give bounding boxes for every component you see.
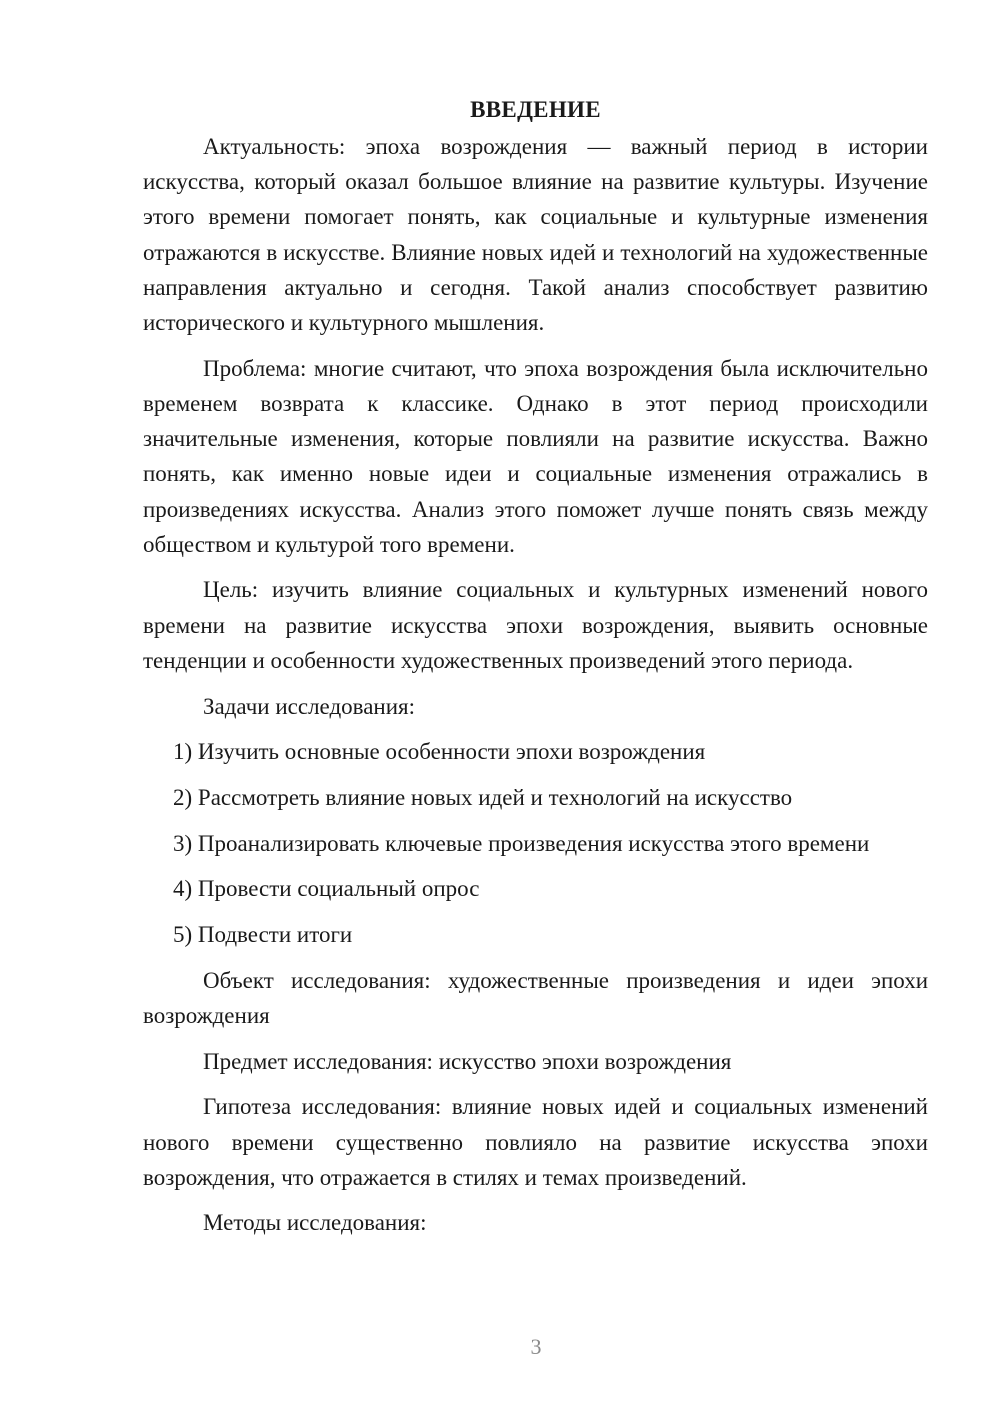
problem-paragraph: Проблема: многие считают, что эпоха возрождения была исключительно временем возврата к классике. Однако в этот период происходили значительные изменения, которые повлияли на развитие искусства. Важно понять, как именно новые идеи и социальные изменения отражались в произведениях искусства. Анализ этого поможет лучше понять связь между обществом и культурой того времени. xyxy=(143,355,928,557)
page-number: 3 xyxy=(530,1334,542,1359)
tasks-heading: Задачи исследования: xyxy=(203,693,416,719)
hypothesis-paragraph: Гипотеза исследования: влияние новых идей и социальных изменений нового времени существенно повлияло на развитие искусства эпохи возрождения, что отражается в стилях и темах произведений. xyxy=(143,1094,928,1190)
page-title: ВВЕДЕНИЕ xyxy=(470,97,601,122)
task-item-5: 5) Подвести итоги xyxy=(173,922,353,948)
task-item-1: 1) Изучить основные особенности эпохи возрождения xyxy=(173,739,706,765)
task-item-2: 2) Рассмотреть влияние новых идей и технологий на искусство xyxy=(173,784,793,810)
relevance-paragraph: Актуальность: эпоха возрождения — важный период в истории искусства, который оказал большое влияние на развитие культуры. Изучение этого времени помогает понять, как социальные и культурные изменения отражаются в искусстве. Влияние новых идей и технологий на художественные направления актуально и сегодня. Такой анализ способствует развитию исторического и культурного мышления. xyxy=(143,134,928,336)
object-paragraph: Объект исследования: художественные произведения и идеи эпохи возрождения xyxy=(143,967,928,1028)
subject-paragraph: Предмет исследования: искусство эпохи возрождения xyxy=(203,1048,732,1074)
goal-paragraph: Цель: изучить влияние социальных и культурных изменений нового времени на развитие искусства эпохи возрождения, выявить основные тенденции и особенности художественных произведений этого периода. xyxy=(143,577,928,673)
task-item-4: 4) Провести социальный опрос xyxy=(173,876,480,902)
methods-heading: Методы исследования: xyxy=(203,1210,427,1236)
task-item-3: 3) Проанализировать ключевые произведения искусства этого времени xyxy=(173,830,870,856)
document-page xyxy=(143,92,928,1251)
